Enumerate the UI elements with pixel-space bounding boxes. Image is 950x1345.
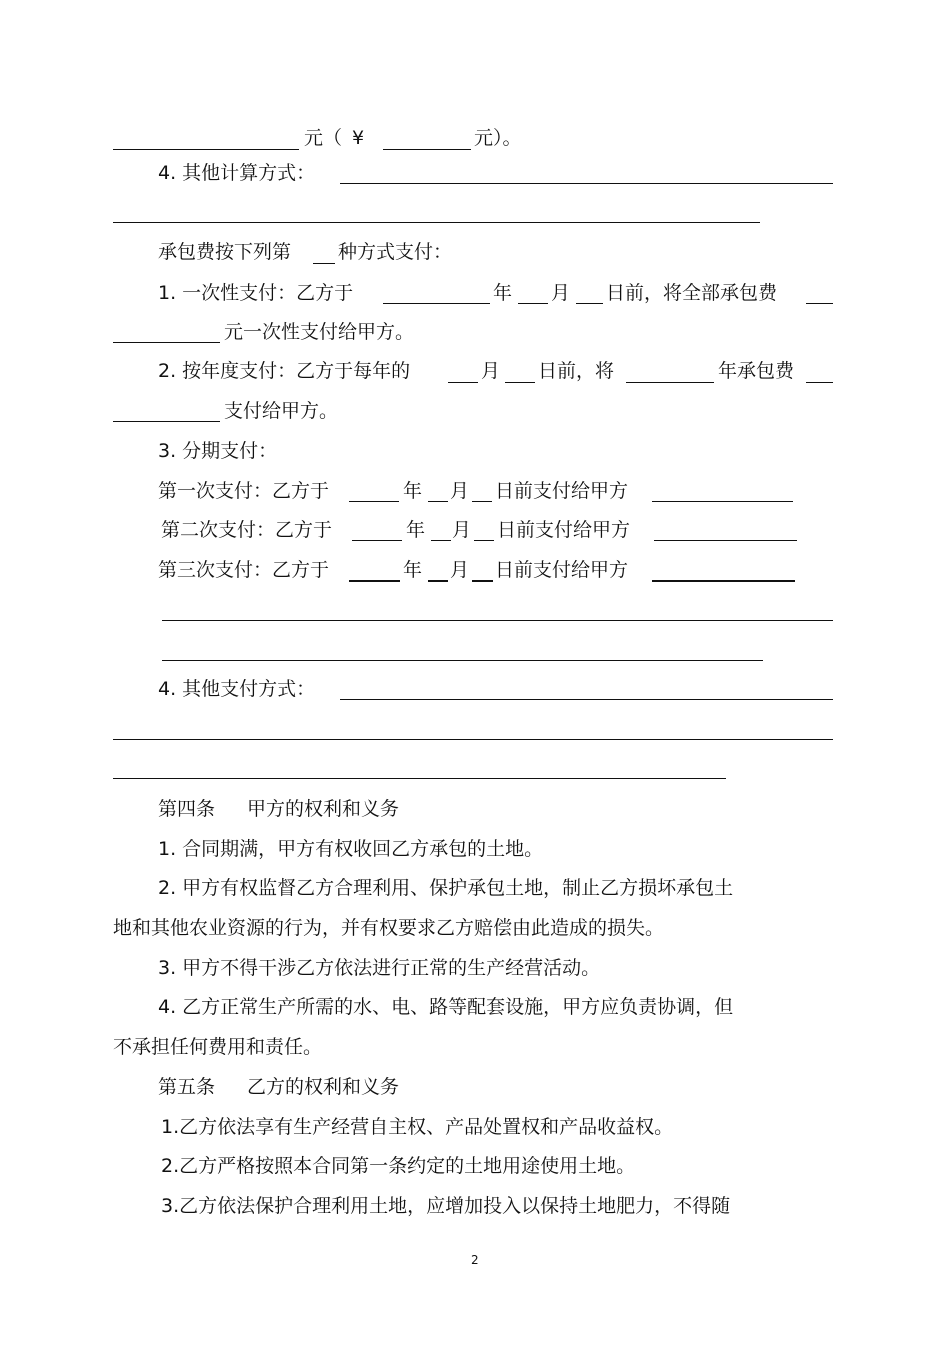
installment-1-text: 日前支付给甲方 (495, 480, 629, 502)
blank-line (652, 501, 793, 502)
text-month: 月 (481, 360, 501, 382)
installment-3-text: 日前支付给甲方 (495, 559, 629, 581)
blank-line (349, 580, 400, 582)
article-4-item-4-cont: 不承担任何费用和责任。 (113, 1036, 323, 1058)
blank-line (472, 580, 493, 582)
text-year: 年 (403, 480, 423, 502)
blank-line (383, 303, 490, 304)
blank-line (340, 183, 833, 184)
text-month: 月 (450, 480, 470, 502)
blank-line (576, 303, 603, 304)
article-5-item-1: 1.乙方依法享有生产经营自主权、产品处置权和产品收益权。 (161, 1116, 674, 1138)
payment-method-text: 承包费按下列第 (158, 241, 292, 263)
blank-line (352, 540, 402, 541)
article-4-number: 第四条 (158, 798, 216, 820)
blank-line (626, 382, 714, 383)
page-number: 2 (471, 1253, 479, 1267)
blank-line (652, 580, 795, 582)
blank-line (313, 263, 335, 264)
installment-3-label: 第三次支付：乙方于 (158, 559, 330, 581)
blank-line (162, 620, 833, 621)
other-calc-label: 4. 其他计算方式： (158, 162, 316, 184)
annual-payment-text-end: 支付给甲方。 (224, 400, 339, 422)
blank-line (806, 382, 833, 383)
installment-2-label: 第二次支付：乙方于 (161, 519, 333, 541)
article-4-item-3: 3. 甲方不得干涉乙方依法进行正常的生产经营活动。 (158, 957, 601, 979)
lump-sum-text-end: 元一次性支付给甲方。 (224, 321, 415, 343)
payment-method-text-end: 种方式支付： (338, 241, 453, 263)
article-5-title: 乙方的权利和义务 (247, 1076, 400, 1098)
text-month: 月 (551, 282, 571, 304)
article-4-title: 甲方的权利和义务 (247, 798, 400, 820)
other-payment-label: 4. 其他支付方式： (158, 678, 316, 700)
article-5-item-3: 3.乙方依法保护合理利用土地，应增加投入以保持土地肥力，不得随 (161, 1195, 731, 1217)
annual-fee-text: 年承包费 (718, 360, 795, 382)
text-yen: ¥ (352, 127, 365, 149)
article-5-item-2: 2.乙方严格按照本合同第一条约定的土地用途使用土地。 (161, 1155, 636, 1177)
text-yuan-end: 元）。 (474, 127, 522, 149)
text-year: 年 (493, 282, 513, 304)
blank-line (113, 149, 299, 150)
blank-line (113, 421, 220, 422)
text-month: 月 (452, 519, 472, 541)
article-4-item-2-cont: 地和其他农业资源的行为，并有权要求乙方赔偿由此造成的损失。 (113, 917, 665, 939)
blank-line (474, 540, 494, 541)
lump-sum-text: 日前，将全部承包费 (606, 282, 778, 304)
blank-line (349, 501, 399, 502)
installment-2-text: 日前支付给甲方 (497, 519, 631, 541)
blank-line (431, 540, 451, 541)
article-4-item-4: 4. 乙方正常生产所需的水、电、路等配套设施，甲方应负责协调，但 (158, 996, 734, 1018)
blank-line (472, 501, 492, 502)
blank-line (654, 540, 797, 541)
text-year: 年 (406, 519, 426, 541)
blank-line (162, 660, 763, 661)
installment-label: 3. 分期支付： (158, 440, 278, 462)
blank-line (505, 382, 535, 383)
annual-payment-text: 日前，将 (538, 360, 615, 382)
blank-line (806, 303, 833, 304)
blank-line (340, 699, 833, 700)
blank-line (113, 778, 726, 779)
blank-line (428, 580, 448, 582)
blank-line (113, 342, 220, 343)
lump-sum-label: 1. 一次性支付：乙方于 (158, 282, 354, 304)
article-5-number: 第五条 (158, 1076, 216, 1098)
text-yuan: 元（ (304, 127, 343, 149)
blank-line (428, 501, 448, 502)
article-4-item-2: 2. 甲方有权监督乙方合理利用、保护承包土地，制止乙方损坏承包土 (158, 877, 734, 899)
blank-line (448, 382, 478, 383)
blank-line (113, 222, 760, 223)
text-year: 年 (403, 559, 423, 581)
article-4-item-1: 1. 合同期满，甲方有权收回乙方承包的土地。 (158, 838, 544, 860)
text-month: 月 (450, 559, 470, 581)
annual-payment-label: 2. 按年度支付：乙方于每年的 (158, 360, 411, 382)
blank-line (518, 303, 548, 304)
installment-1-label: 第一次支付：乙方于 (158, 480, 330, 502)
blank-line (383, 149, 471, 150)
blank-line (113, 739, 833, 740)
